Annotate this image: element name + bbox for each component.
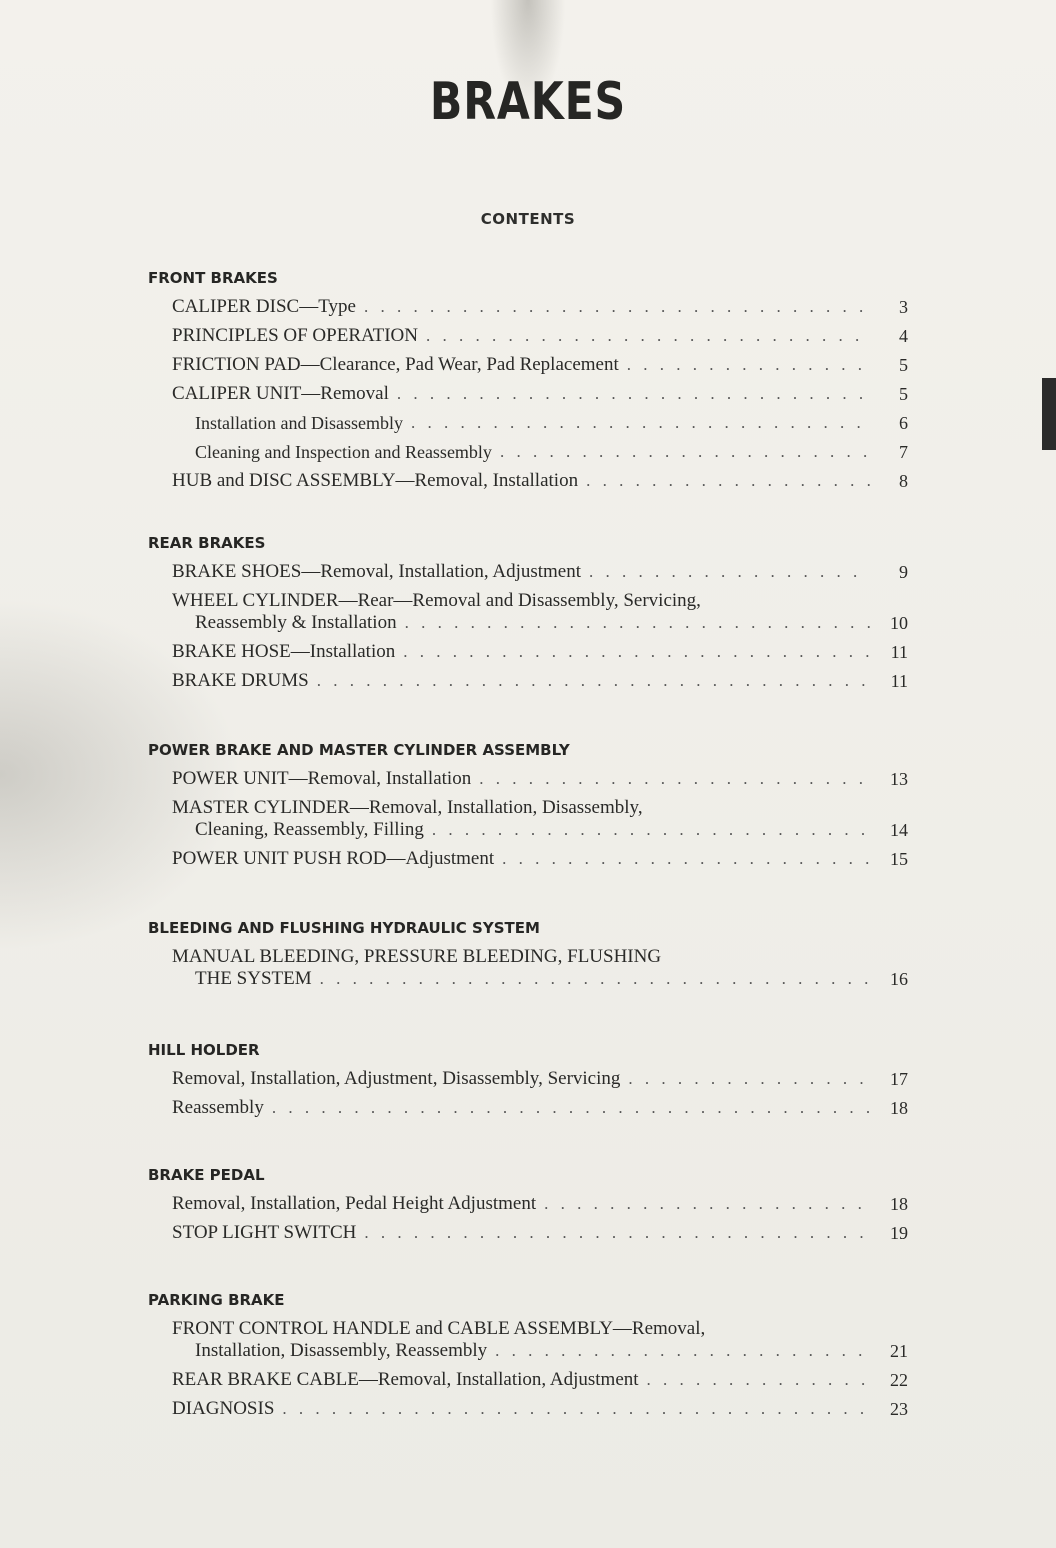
toc-entry-text: BRAKE SHOES—Removal, Installation, Adjustment xyxy=(172,561,582,582)
dot-leader xyxy=(586,470,870,492)
toc-entry-text: Removal, Installation, Adjustment, Disassembly, Servicing xyxy=(172,1068,621,1089)
page-number: 5 xyxy=(899,384,908,404)
toc-entry-text: PRINCIPLES OF OPERATION xyxy=(172,325,418,346)
section-parking-brake xyxy=(148,1290,908,1420)
section-brake-pedal xyxy=(148,1165,908,1244)
toc-entry-text: MANUAL BLEEDING, PRESSURE BLEEDING, FLUSHING xyxy=(172,946,662,967)
toc-entry[interactable] xyxy=(148,590,908,634)
section-rear-brakes xyxy=(148,533,908,692)
page-number: 5 xyxy=(899,355,908,375)
section-power-brake xyxy=(148,740,908,870)
page-number: 11 xyxy=(890,642,908,662)
toc-entry[interactable] xyxy=(148,354,908,376)
toc-entry[interactable] xyxy=(148,641,908,663)
section-title: POWER BRAKE AND MASTER CYLINDER ASSEMBLY xyxy=(148,741,570,759)
toc-entry-text: BRAKE HOSE—Installation xyxy=(172,641,396,662)
toc-entry[interactable] xyxy=(148,1097,908,1119)
page-title: BRAKES xyxy=(429,72,627,132)
section-title: BLEEDING AND FLUSHING HYDRAULIC SYSTEM xyxy=(148,919,540,937)
dot-leader xyxy=(411,412,870,434)
dot-leader xyxy=(479,768,870,790)
toc-entry-text-continued: Cleaning, Reassembly, Filling xyxy=(195,819,424,840)
page-number: 19 xyxy=(890,1223,908,1243)
toc-entry-text: WHEEL CYLINDER—Rear—Removal and Disassembly, Servicing, xyxy=(172,590,701,611)
page-edge-mark xyxy=(1042,378,1056,450)
section-title: HILL HOLDER xyxy=(148,1041,260,1059)
section-title: PARKING BRAKE xyxy=(148,1291,285,1309)
dot-leader xyxy=(628,1068,870,1090)
dot-leader xyxy=(317,670,870,692)
toc-entry-text: DIAGNOSIS xyxy=(172,1398,275,1419)
dot-leader xyxy=(320,968,870,990)
contents-heading: CONTENTS xyxy=(480,210,576,228)
page-number: 4 xyxy=(899,326,908,346)
toc-entry-text: BRAKE DRUMS xyxy=(172,670,309,691)
dot-leader xyxy=(495,1340,870,1362)
toc-entry[interactable] xyxy=(148,325,908,347)
page-number: 10 xyxy=(890,613,908,633)
dot-leader xyxy=(364,296,870,318)
page-number: 3 xyxy=(899,297,908,317)
toc-entry[interactable] xyxy=(148,296,908,318)
section-front-brakes xyxy=(148,268,908,492)
toc-entry-text: CALIPER UNIT—Removal xyxy=(172,383,389,404)
toc-entry-text: Installation and Disassembly xyxy=(195,413,403,433)
dot-leader xyxy=(282,1398,870,1420)
toc-entry[interactable] xyxy=(148,1068,908,1090)
dot-leader xyxy=(405,612,870,634)
toc-entry-text: CALIPER DISC—Type xyxy=(172,296,356,317)
dot-leader xyxy=(403,641,870,663)
toc-entry[interactable] xyxy=(148,768,908,790)
section-title: FRONT BRAKES xyxy=(148,269,278,287)
page-number: 23 xyxy=(890,1399,908,1419)
dot-leader xyxy=(364,1222,870,1244)
toc-entry-text: Removal, Installation, Pedal Height Adjustment xyxy=(172,1193,537,1214)
toc-entry[interactable] xyxy=(148,470,908,492)
page-number: 17 xyxy=(890,1069,908,1089)
section-bleeding xyxy=(148,918,908,990)
toc-entry[interactable] xyxy=(148,797,908,841)
dot-leader xyxy=(272,1097,870,1119)
toc-entry-text: HUB and DISC ASSEMBLY—Removal, Installation xyxy=(172,470,579,491)
toc-entry[interactable] xyxy=(148,946,908,990)
toc-entry-text: STOP LIGHT SWITCH xyxy=(172,1222,357,1243)
page-number: 8 xyxy=(899,471,908,491)
page-number: 15 xyxy=(890,849,908,869)
page-number: 18 xyxy=(890,1194,908,1214)
page-number: 6 xyxy=(899,413,908,433)
dot-leader xyxy=(426,325,870,347)
page-number: 14 xyxy=(890,820,908,840)
table-of-contents xyxy=(148,268,908,1427)
toc-entry-text: MASTER CYLINDER—Removal, Installation, Disassembly, xyxy=(172,797,643,818)
page-number: 22 xyxy=(890,1370,908,1390)
page-number: 11 xyxy=(890,671,908,691)
toc-entry-text-continued: Reassembly & Installation xyxy=(195,612,397,633)
toc-entry-text-continued: Installation, Disassembly, Reassembly xyxy=(195,1340,488,1361)
page-number: 7 xyxy=(899,442,908,462)
toc-entry-text: FRICTION PAD—Clearance, Pad Wear, Pad Replacement xyxy=(172,354,619,375)
toc-entry[interactable] xyxy=(148,1398,908,1420)
page-number: 9 xyxy=(899,562,908,582)
toc-entry[interactable] xyxy=(148,848,908,870)
toc-entry[interactable] xyxy=(148,412,908,434)
toc-entry[interactable] xyxy=(148,1193,908,1215)
page-number: 13 xyxy=(890,769,908,789)
page-number: 16 xyxy=(890,969,908,989)
toc-entry[interactable] xyxy=(148,383,908,405)
toc-entry-text: Cleaning and Inspection and Reassembly xyxy=(195,442,492,462)
dot-leader xyxy=(627,354,870,376)
dot-leader xyxy=(647,1369,870,1391)
toc-entry[interactable] xyxy=(148,1222,908,1244)
toc-entry-text: REAR BRAKE CABLE—Removal, Installation, Adjustment xyxy=(172,1369,639,1390)
page-number: 21 xyxy=(890,1341,908,1361)
dot-leader xyxy=(500,441,870,463)
dot-leader xyxy=(432,819,870,841)
dot-leader xyxy=(502,848,870,870)
toc-entry-text: Reassembly xyxy=(172,1097,264,1118)
toc-entry-text: FRONT CONTROL HANDLE and CABLE ASSEMBLY—Removal, xyxy=(172,1318,706,1339)
page-number: 18 xyxy=(890,1098,908,1118)
toc-entry-text-continued: THE SYSTEM xyxy=(195,968,312,989)
dot-leader xyxy=(589,561,870,583)
toc-entry[interactable] xyxy=(148,670,908,692)
dot-leader xyxy=(544,1193,870,1215)
section-title: REAR BRAKES xyxy=(148,534,266,552)
section-hill-holder xyxy=(148,1040,908,1119)
toc-entry[interactable] xyxy=(148,1369,908,1391)
toc-entry[interactable] xyxy=(148,1318,908,1362)
dot-leader xyxy=(397,383,870,405)
toc-entry-text: POWER UNIT—Removal, Installation xyxy=(172,768,472,789)
toc-entry-text: POWER UNIT PUSH ROD—Adjustment xyxy=(172,848,495,869)
toc-entry[interactable] xyxy=(148,561,908,583)
section-title: BRAKE PEDAL xyxy=(148,1166,265,1184)
toc-entry[interactable] xyxy=(148,441,908,463)
